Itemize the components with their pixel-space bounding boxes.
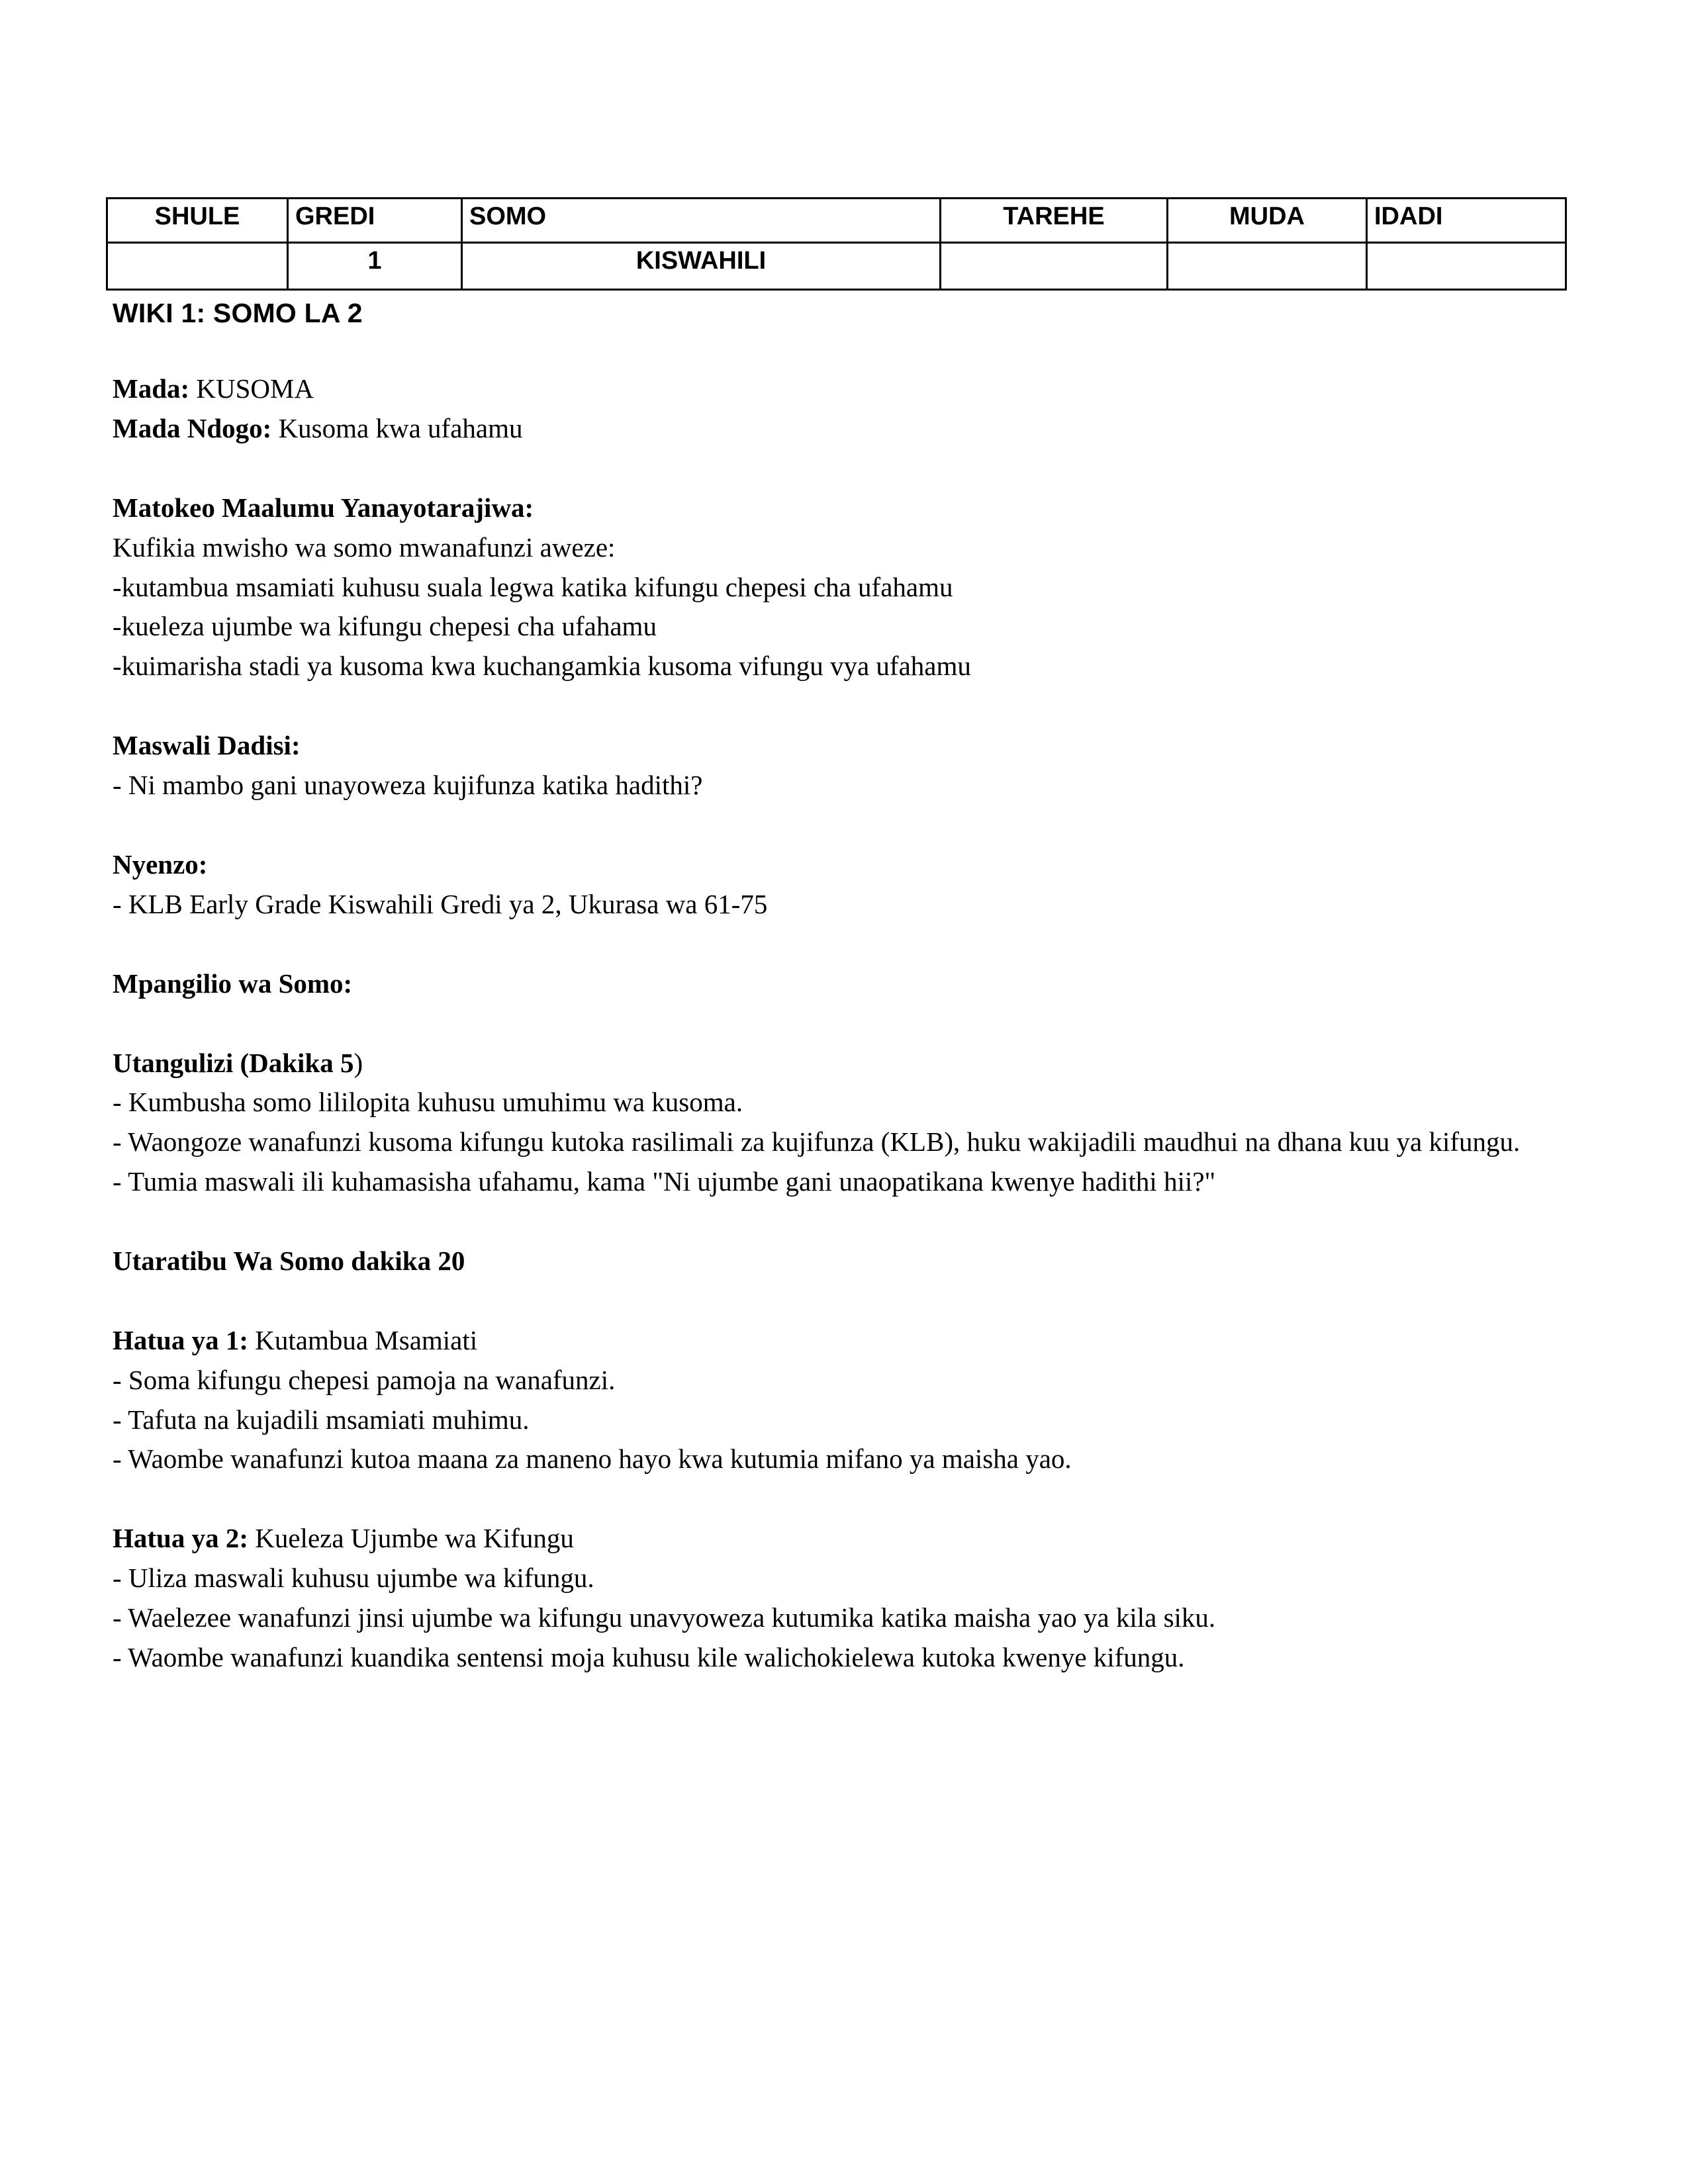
hatua-1-item: - Soma kifungu chepesi pamoja na wanafunzi. <box>113 1364 616 1395</box>
mada-value: KUSOMA <box>189 373 314 404</box>
mada-label: Mada: <box>113 373 190 404</box>
maswali-dadisi-heading: Maswali Dadisi: <box>113 730 301 761</box>
table-row <box>107 243 1566 290</box>
hatua-1-heading <box>113 1321 1556 1361</box>
matokeo-item: -kuimarisha stadi ya kusoma kwa kuchangamkia kusoma vifungu vya ufahamu <box>113 651 971 682</box>
hatua-2-label: Hatua ya 2: <box>113 1523 248 1554</box>
table-cell-idadi[interactable] <box>1367 243 1566 290</box>
spacer <box>113 1479 1556 1519</box>
matokeo-heading: Matokeo Maalumu Yanayotarajiwa: <box>113 492 534 523</box>
table-cell-gredi[interactable]: 1 <box>288 243 462 290</box>
mada-ndogo-line <box>113 409 1556 449</box>
table-header-gredi: GREDI <box>288 199 462 243</box>
table-header-somo: SOMO <box>462 199 941 243</box>
table-cell-tarehe[interactable] <box>941 243 1168 290</box>
hatua-1-item: - Tafuta na kujadili msamiati muhimu. <box>113 1404 530 1435</box>
spacer <box>113 805 1556 845</box>
matokeo-item: -kutambua msamiati kuhusu suala legwa katika kifungu chepesi cha ufahamu <box>113 571 953 602</box>
table-cell-shule[interactable] <box>107 243 288 290</box>
lesson-info-table <box>106 197 1567 291</box>
table-header-shule: SHULE <box>107 199 288 243</box>
utangulizi-item: - Tumia maswali ili kuhamasisha ufahamu, kama "Ni ujumbe gani unaopatikana kwenye hadithi hii?" <box>113 1166 1216 1197</box>
matokeo-intro: Kufikia mwisho wa somo mwanafunzi aweze: <box>113 531 616 563</box>
table-header-muda: MUDA <box>1168 199 1367 243</box>
nyenzo-heading: Nyenzo: <box>113 848 208 880</box>
spacer <box>113 1281 1556 1321</box>
page-title: WIKI 1: SOMO LA 2 <box>113 298 363 328</box>
hatua-2-title: Kueleza Ujumbe wa Kifungu <box>248 1523 574 1554</box>
utangulizi-heading-paren: ) <box>353 1047 363 1078</box>
spacer <box>113 686 1556 726</box>
table-cell-muda[interactable] <box>1168 243 1367 290</box>
mada-ndogo-label: Mada Ndogo: <box>113 413 272 444</box>
mada-line <box>113 369 1556 409</box>
table-header-idadi: IDADI <box>1367 199 1566 243</box>
document-content <box>106 197 1556 1678</box>
utangulizi-heading-text: Utangulizi (Dakika 5 <box>113 1047 354 1078</box>
table-cell-somo[interactable]: KISWAHILI <box>462 243 941 290</box>
nyenzo-item: - KLB Early Grade Kiswahili Gredi ya 2, Ukurasa wa 61-75 <box>113 888 768 919</box>
matokeo-item: -kueleza ujumbe wa kifungu chepesi cha ufahamu <box>113 611 657 642</box>
maswali-dadisi-item: - Ni mambo gani unayoweza kujifunza katika hadithi? <box>113 770 703 801</box>
hatua-1-item: - Waombe wanafunzi kutoa maana za maneno hayo kwa kutumia mifano ya maisha yao. <box>113 1443 1072 1475</box>
lesson-body <box>113 330 1556 1677</box>
utangulizi-item: - Waongoze wanafunzi kusoma kifungu kutoka rasilimali za kujifunza (KLB), huku wakijadili maudhui na dhana kuu ya kifungu. <box>113 1126 1521 1158</box>
hatua-1-title: Kutambua Msamiati <box>248 1324 478 1355</box>
utaratibu-heading: Utaratibu Wa Somo dakika 20 <box>113 1245 465 1276</box>
spacer <box>113 330 1556 369</box>
utangulizi-heading <box>113 1044 1556 1083</box>
spacer <box>113 925 1556 964</box>
table-header-tarehe: TAREHE <box>941 199 1168 243</box>
hatua-2-item: - Waelezee wanafunzi jinsi ujumbe wa kifungu unavyoweza kutumika katika maisha yao ya kila siku. <box>113 1602 1216 1633</box>
hatua-1-label: Hatua ya 1: <box>113 1324 248 1355</box>
mpangilio-heading: Mpangilio wa Somo: <box>113 968 353 999</box>
hatua-2-heading <box>113 1519 1556 1559</box>
spacer <box>113 1202 1556 1242</box>
hatua-2-item: - Waombe wanafunzi kuandika sentensi moja kuhusu kile walichokielewa kutoka kwenye kifungu. <box>113 1641 1185 1672</box>
mada-ndogo-value: Kusoma kwa ufahamu <box>271 413 523 444</box>
spacer <box>113 1004 1556 1044</box>
utangulizi-item: - Kumbusha somo lililopita kuhusu umuhimu wa kusoma. <box>113 1087 743 1118</box>
table-header-row <box>107 199 1566 243</box>
spacer <box>113 449 1556 488</box>
hatua-2-item: - Uliza maswali kuhusu ujumbe wa kifungu. <box>113 1563 594 1594</box>
